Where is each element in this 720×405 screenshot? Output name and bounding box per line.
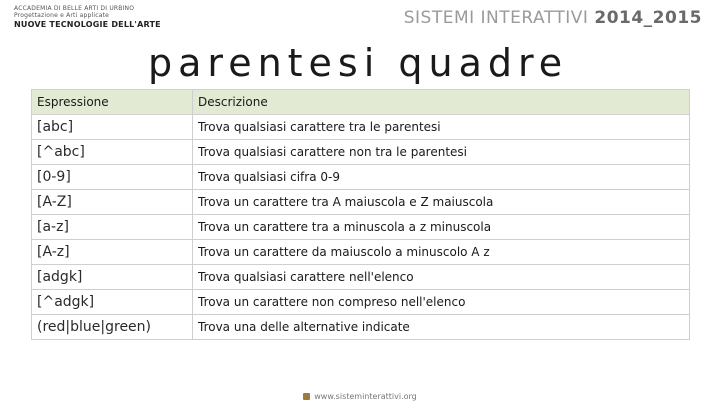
course-header <box>404 8 702 28</box>
description-cell: Trova un carattere tra A maiuscola e Z maiuscola <box>193 190 690 215</box>
table-row <box>32 115 690 140</box>
table-row <box>32 165 690 190</box>
table-row <box>32 315 690 340</box>
institution-department: Progettazione e Arti applicate <box>14 12 110 19</box>
expression-cell: [abc] <box>32 115 193 140</box>
table-row <box>32 240 690 265</box>
table-row <box>32 140 690 165</box>
description-cell: Trova qualsiasi carattere nell'elenco <box>193 265 690 290</box>
description-cell: Trova qualsiasi cifra 0-9 <box>193 165 690 190</box>
description-cell: Trova una delle alternative indicate <box>193 315 690 340</box>
course-year: 2014_2015 <box>594 8 702 28</box>
logo-icon <box>303 393 310 400</box>
expression-cell: [^abc] <box>32 140 193 165</box>
table-row <box>32 215 690 240</box>
expression-cell: [A-z] <box>32 240 193 265</box>
description-cell: Trova qualsiasi carattere tra le parentesi <box>193 115 690 140</box>
expression-cell: [A-Z] <box>32 190 193 215</box>
institution-name: ACCADEMIA DI BELLE ARTI DI URBINO <box>14 5 135 12</box>
expression-cell: [a-z] <box>32 215 193 240</box>
expression-cell: [0-9] <box>32 165 193 190</box>
course-title: SISTEMI INTERATTIVI <box>403 8 589 28</box>
table-header-row <box>32 90 690 115</box>
regex-table <box>31 89 690 340</box>
expression-cell: (red|blue|green) <box>32 315 193 340</box>
institution-header <box>14 6 161 29</box>
description-cell: Trova un carattere non compreso nell'elenco <box>193 290 690 315</box>
column-header-expression: Espressione <box>32 90 193 115</box>
page-title: parentesi quadre <box>148 41 569 85</box>
institution-program: NUOVE TECNOLOGIE DELL'ARTE <box>14 20 161 29</box>
footer-url[interactable]: www.sisteminterattivi.org <box>314 392 417 401</box>
expression-cell: [^adgk] <box>32 290 193 315</box>
table-row <box>32 265 690 290</box>
table-row <box>32 190 690 215</box>
column-header-description: Descrizione <box>193 90 690 115</box>
table-row <box>32 290 690 315</box>
description-cell: Trova qualsiasi carattere non tra le parentesi <box>193 140 690 165</box>
expression-cell: [adgk] <box>32 265 193 290</box>
footer <box>0 392 720 401</box>
description-cell: Trova un carattere da maiuscolo a minuscolo A z <box>193 240 690 265</box>
description-cell: Trova un carattere tra a minuscola a z minuscola <box>193 215 690 240</box>
